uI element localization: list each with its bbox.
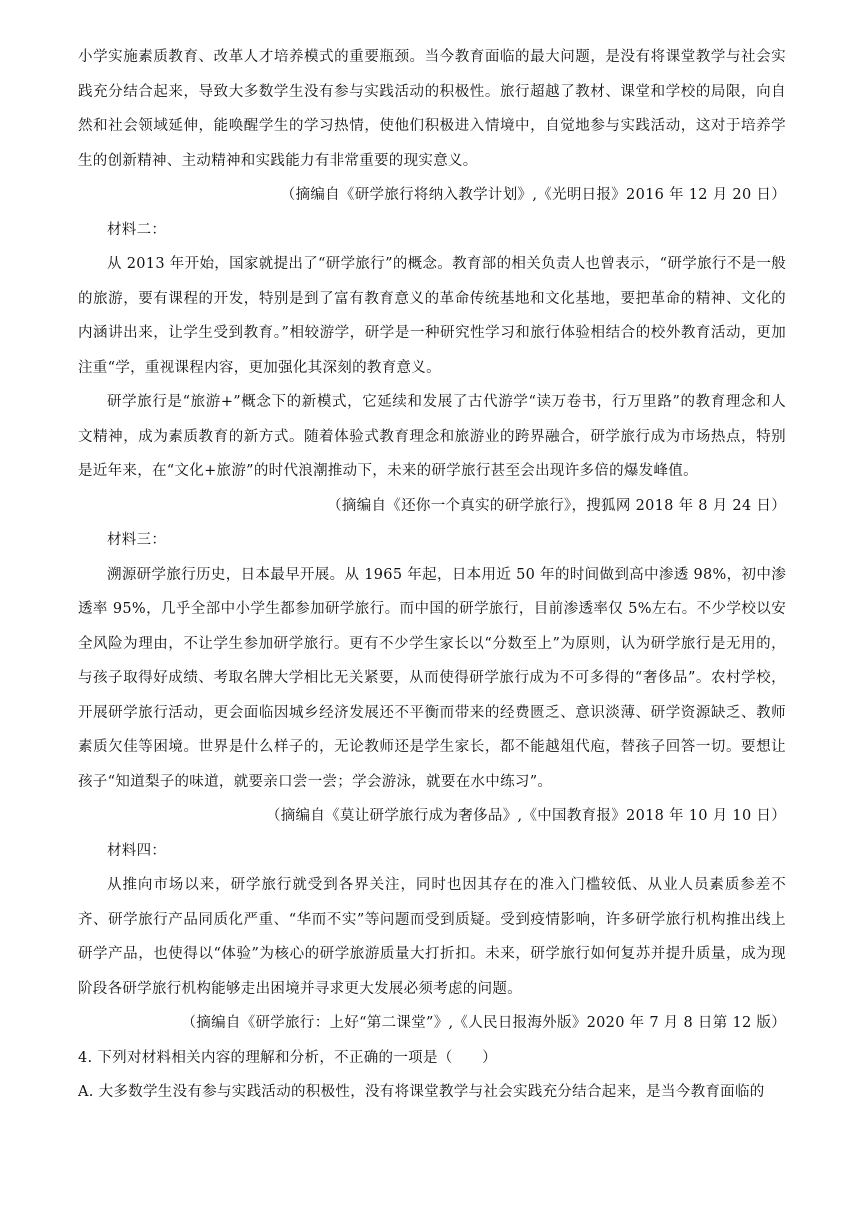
material-heading-3: 材料三：: [107, 532, 167, 548]
question-4: 4. 下列对材料相关内容的理解和分析，不正确的一项是（ ）: [78, 1049, 497, 1066]
source-citation-4: （摘编自《研学旅行：上好“第二课堂”》,《人民日报海外版》2020 年 7 月 8 日第 12 版）: [181, 1015, 786, 1031]
document-page: [78, 40, 786, 1110]
paragraph-material-3: 溯源研学旅行历史，日本最早开展。从 1965 年起，日本用近 50 年的时间做到高中渗透 98%，初中渗透率 95%，几乎全部中小学生都参加研学旅行。而中国的研学旅行，目前渗透率仅 5%左右。不少学校以安全风险为理由，不让学生参加研学旅行。更有不少学生家长以“分数至上”为原则，认为研学旅行是无用的，与孩子取得好成绩、考取名牌大学相比无关紧要，从而使得研学旅行成为不可多得的“奢侈品”。农村学校，开展研学旅行活动，更会面临因城乡经济发展还不平衡而带来的经费匮乏、意识淡薄、研学资源缺乏、教师素质欠佳等困境。世界是什么样子的，无论教师还是学生家长，都不能越俎代庖，替孩子回答一切。要想让孩子“知道梨子的味道，就要亲口尝一尝；学会游泳，就要在水中练习”。: [78, 566, 786, 790]
paragraph-material-4: 从推向市场以来，研学旅行就受到各界关注，同时也因其存在的准入门槛较低、从业人员素质参差不齐、研学旅行产品同质化严重、“华而不实”等问题而受到质疑。受到疫情影响，许多研学旅行机构推出线上研学产品，也使得以“体验”为核心的研学旅游质量大打折扣。未来，研学旅行如何复苏并提升质量，成为现阶段各研学旅行机构能够走出困境并寻求更大发展必须考虑的问题。: [78, 877, 786, 997]
paragraph-continued: 小学实施素质教育、改革人才培养模式的重要瓶颈。当今教育面临的最大问题，是没有将课堂教学与社会实践充分结合起来，导致大多数学生没有参与实践活动的积极性。旅行超越了教材、课堂和学校的局限，向自然和社会领域延伸，能唤醒学生的学习热情，使他们积极进入情境中，自觉地参与实践活动，这对于培养学生的创新精神、主动精神和实践能力有非常重要的现实意义。: [78, 49, 786, 169]
material-heading-4: 材料四：: [107, 842, 167, 859]
paragraph-material-2a: 从 2013 年开始，国家就提出了“研学旅行”的概念。教育部的相关负责人也曾表示，“研学旅行不是一般的旅游，要有课程的开发，特别是到了富有教育意义的革命传统基地和文化基地，要把革命的精神、文化的内涵讲出来，让学生受到教育。”相较游学，研学是一种研究性学习和旅行体验相结合的校外教育活动，更加注重“学，重视课程内容，更加强化其深刻的教育意义。: [78, 256, 786, 376]
option-a: A. 大多数学生没有参与实践活动的积极性，没有将课堂教学与社会实践充分结合起来，是当今教育面临的: [78, 1084, 765, 1100]
material-heading-2: 材料二：: [107, 221, 167, 238]
source-citation-1: （摘编自《研学旅行将纳入教学计划》,《光明日报》2016 年 12 月 20 日）: [280, 187, 786, 203]
paragraph-material-2b: 研学旅行是“旅游+”概念下的新模式，它延续和发展了古代游学“读万卷书，行万里路”的教育理念和人文精神，成为素质教育的新方式。随着体验式教育理念和旅游业的跨界融合，研学旅行成为市场热点，特别是近年来，在“文化+旅游”的时代浪潮推动下，未来的研学旅行甚至会出现许多倍的爆发峰值。: [78, 394, 786, 479]
source-citation-2: （摘编自《还你一个真实的研学旅行》，搜狐网 2018 年 8 月 24 日）: [327, 497, 786, 514]
source-citation-3: （摘编自《莫让研学旅行成为奢侈品》,《中国教育报》2018 年 10 月 10 日）: [265, 808, 786, 824]
